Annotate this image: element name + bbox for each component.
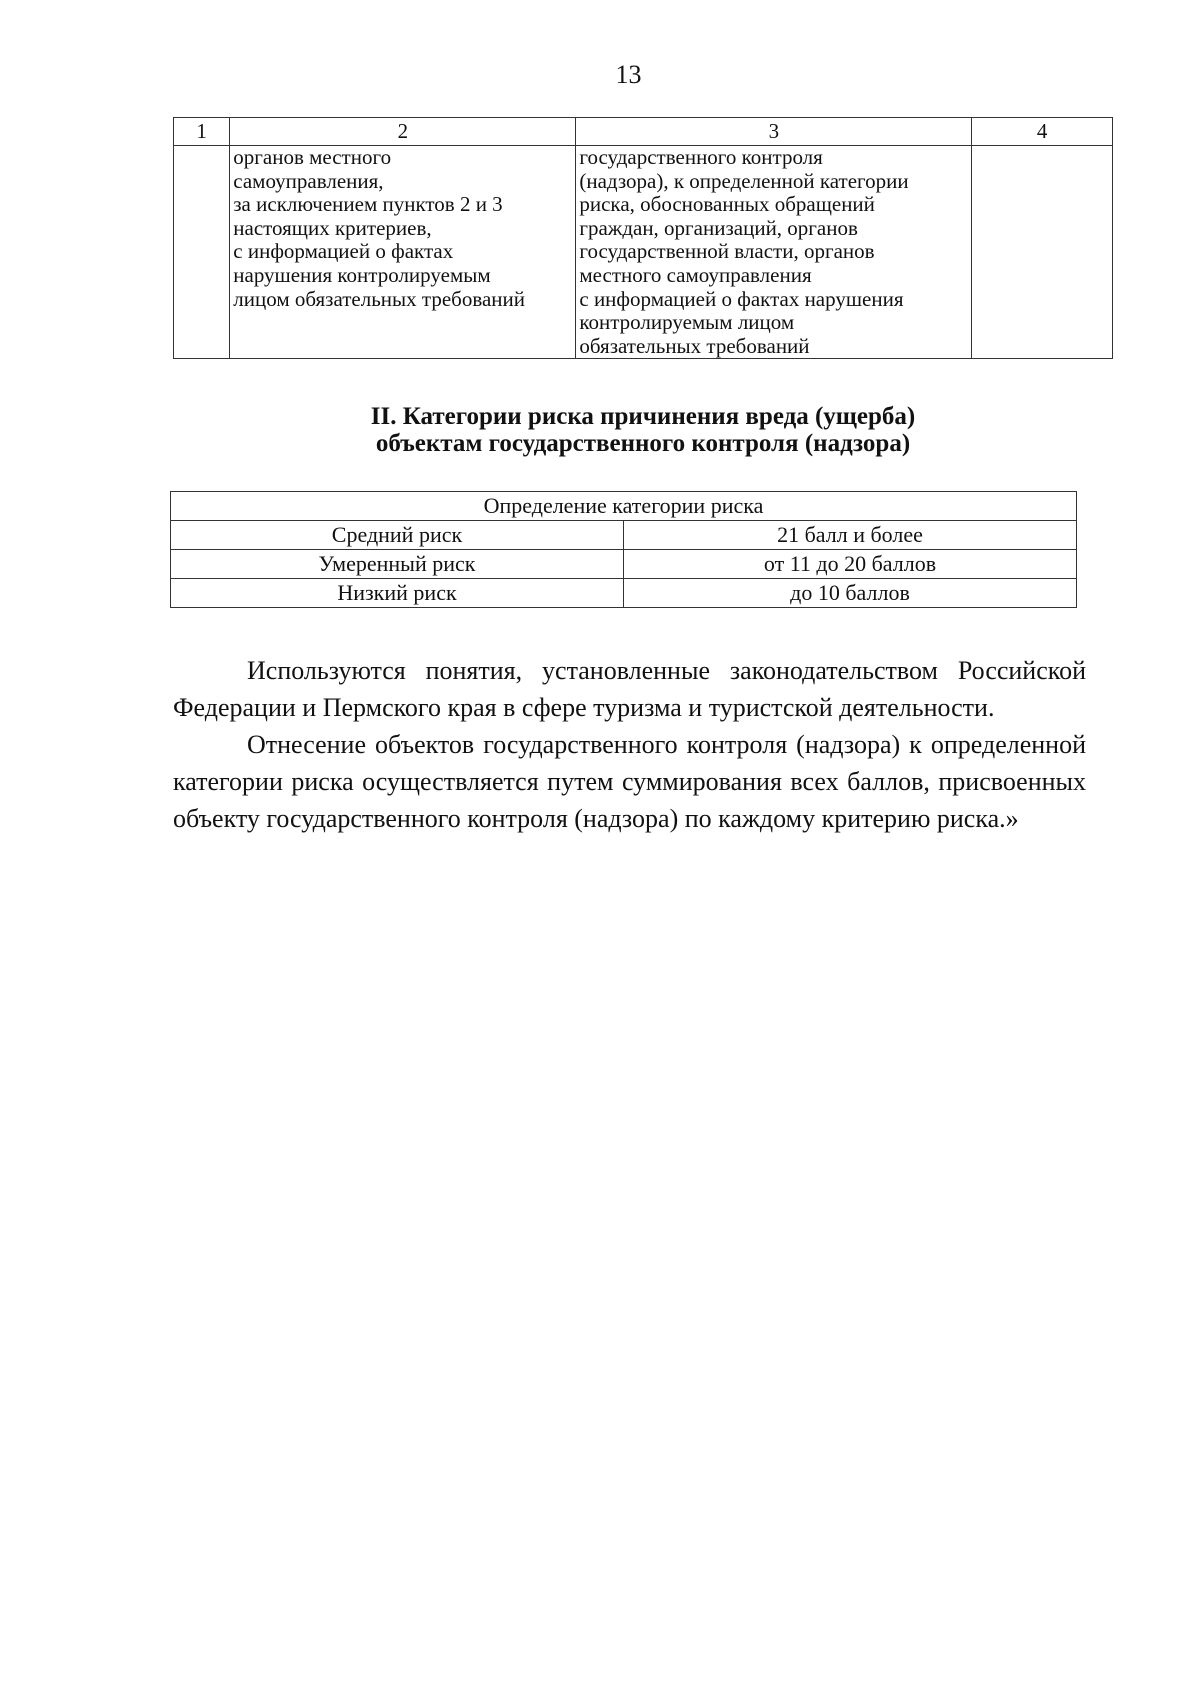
section-title [173,403,1113,457]
row-col-3-line: местного самоуправления [579,262,812,287]
criteria-table-header-row [174,118,1113,146]
risk-category: Умеренный риск [171,550,624,579]
row-col-2-line: лицом обязательных требований [233,286,526,311]
row-col-2-line: с информацией о фактах [233,239,454,264]
row-col-1 [174,146,230,359]
risk-category: Средний риск [171,521,624,550]
risk-category: Низкий риск [171,579,624,608]
paragraph: Отнесение объектов государственного контроля (надзора) к определенной категории риска осуществляется путем суммирования всех баллов, присвоенных объекту государственного контроля (надзора) по каждому критерию риска.» [173,730,1086,833]
risk-score: от 11 до 20 баллов [624,550,1077,579]
row-col-3-line: контролируемым лицом [579,310,795,335]
row-col-3-line: граждан, организаций, органов [579,215,858,240]
risk-score: до 10 баллов [624,579,1077,608]
risk-category-table [170,491,1077,608]
row-col-2-line: настоящих критериев, [233,215,432,240]
row-col-3-line: (надзора), к определенной категории [579,168,909,193]
risk-table-row [171,579,1077,608]
header-col-1: 1 [174,118,230,146]
body-text [173,652,1086,837]
row-col-3-line: государственного контроля [579,145,823,169]
row-col-3-line: с информацией о фактах нарушения [579,286,904,311]
row-col-2-line: органов местного [233,145,392,169]
risk-table-row [171,521,1077,550]
row-col-3-line: обязательных требований [579,333,810,358]
header-col-2: 2 [230,118,576,146]
risk-table-header-row [171,492,1077,521]
risk-table-header: Определение категории риска [171,492,1077,521]
section-title-line-1: II. Категории риска причинения вреда (ущерба) [370,403,916,430]
row-col-2-line: нарушения контролируемым [233,262,491,287]
header-col-3: 3 [576,118,972,146]
page-number: 13 [615,60,642,89]
risk-table-row [171,550,1077,579]
row-col-4 [972,146,1113,359]
row-col-2-line: самоуправления, [233,168,384,193]
criteria-table-row [174,146,1113,359]
criteria-table [173,117,1113,359]
section-title-line-2: объектам государственного контроля (надзора) [375,430,911,457]
header-col-4: 4 [972,118,1113,146]
paragraph: Используются понятия, установленные законодательством Российской Федерации и Пермского края в сфере туризма и туристской деятельности. [173,656,1086,722]
row-col-2 [230,146,576,359]
row-col-3-line: государственной власти, органов [579,239,875,264]
risk-score: 21 балл и более [624,521,1077,550]
row-col-2-line: за исключением пунктов 2 и 3 [233,192,503,217]
row-col-3-line: риска, обоснованных обращений [579,192,875,217]
row-col-3 [576,146,972,359]
